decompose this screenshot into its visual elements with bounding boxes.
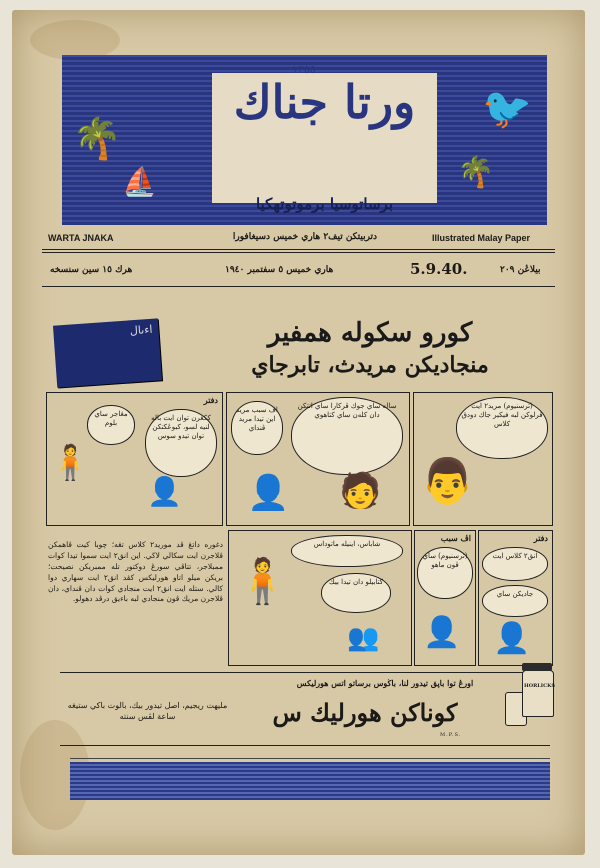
speech-bubble: اڤ سبب مريد اين تيدا مريد ڤنداي xyxy=(231,401,283,455)
divider xyxy=(60,672,550,673)
issue-number: بيلاڠن ٢٠٩ xyxy=(500,265,541,275)
panel-caption: دفتر xyxy=(203,395,218,405)
teacher-figure-icon: 🧍 xyxy=(235,556,290,607)
ad-brand: كوناكن هورليك س xyxy=(272,698,458,727)
speech-bubble: مڠاجر ساي بلوم xyxy=(87,405,135,445)
teacher-figure-icon: 🧑 xyxy=(339,471,382,511)
comic-panel-4 xyxy=(228,530,412,666)
issue-date-numeric: 5.9.40. xyxy=(410,260,468,278)
masthead-banner xyxy=(62,55,547,225)
speech-bubble: جاديكن ساي xyxy=(482,585,548,617)
doctor-figure-icon: 👨 xyxy=(420,456,475,507)
comic-panel-5 xyxy=(414,530,476,666)
comic-panel-2 xyxy=(226,392,410,526)
horlicks-jar-icon xyxy=(522,670,554,717)
divider xyxy=(42,286,555,287)
student-figure-icon: 👥 xyxy=(347,623,380,653)
article-body: دغوره داتڠ ڤد موريد٢ كلاس تڠه؛ چوبا كيت ڤاهمكن ڤلاجرن ايت سكالي لاڬي. اين انق٢ ايت سموا تيدا كوات ممبلاجر، تتاڤي سورڠ دوكتور تله ممبريكن نصيحت؛ بريكن ميلو اتاو هورليكس كڤد انق٢ ايت سهاري دوا كالي. ستله ايت انق٢ ايت منجادي كوات دان ڤنداي، دان ڤلاجرن مريك ڤون منجادي لبه باءيق درڤد دهولو. xyxy=(48,540,224,604)
headline-line-1: كورو سكوله همفير xyxy=(267,318,473,348)
issue-price: هرك ١٥ سين سنسخه xyxy=(50,265,133,275)
headline-line-2: منجاديكن مريدث، تابرجاي xyxy=(251,352,489,378)
decorative-band xyxy=(70,762,550,800)
heron-icon: 🐦 xyxy=(482,86,532,132)
ad-copy: مليهت ريجيم، اصل تيدور بيك، بالوت باكي ستيڠه ساعة لڤس سنته xyxy=(67,701,228,722)
comic-panel-6 xyxy=(478,530,553,666)
paper-name-latin: WARTA JNAKA xyxy=(48,233,114,243)
ad-tagline: اورڠ توا باڽق تيدور لنا، باڬوس برساتو اتس هورليكس xyxy=(296,678,474,688)
masthead-year: ١٣٥٥ xyxy=(292,63,316,76)
teacher-figure-icon: 🧍 xyxy=(49,443,92,483)
printer-mark: M.P.S. xyxy=(440,732,462,738)
paper-tagline: Illustrated Malay Paper xyxy=(432,233,531,243)
speech-bubble: ككڠرن توان ايت بالە لنيه لسو، كبوڠكتكن توان تيدو سوس xyxy=(145,409,217,477)
masthead-title: ورتا جناك xyxy=(233,75,416,129)
palm-tree-icon: 🌴 xyxy=(72,116,122,162)
boat-icon: ⛵ xyxy=(122,165,157,198)
student-figure-icon: 👤 xyxy=(423,615,461,650)
issue-date-text: هاري خميس ٥ سفتمبر ١٩٤٠ xyxy=(225,265,334,275)
divider xyxy=(42,249,555,250)
panel-caption: دفتر xyxy=(533,533,548,543)
student-figure-icon: 👤 xyxy=(247,473,290,513)
student-figure-icon: 👤 xyxy=(493,621,531,656)
divider xyxy=(60,745,550,746)
comic-panel-1 xyxy=(46,392,223,526)
comic-panel-3 xyxy=(413,392,553,526)
speech-bubble: كتابيلو دان تيدا بيك xyxy=(321,573,391,613)
palm-tree-icon: 🌴 xyxy=(457,155,495,190)
divider xyxy=(70,758,550,759)
student-figure-icon: 👤 xyxy=(147,475,182,508)
panel-caption: اڤ سبب xyxy=(440,533,471,543)
blackboard-text: اءىال xyxy=(129,322,153,338)
speech-bubble: (ترسنيوم) مريد٢ ايت ڤرلوكن لبه فيكير جاك دودق كلاس xyxy=(456,397,548,459)
paper-stain xyxy=(30,20,120,60)
speech-bubble: سالە ساي جوك ڤركارا ساي اتتكن دان كلەن ساي كتاهوي xyxy=(291,397,403,475)
masthead-subtitle: برساتوسيا برموتوتهكيا xyxy=(255,195,394,213)
blackboard-illustration xyxy=(53,318,162,387)
speech-bubble: (ترسنيوم) ساي ڤون ماهو xyxy=(417,547,473,599)
speech-bubble: انق٢ كلاس ايت xyxy=(482,547,548,581)
publication-schedule: دتربيتكن تيف٢ هاري خميس دسيغافورا xyxy=(232,232,378,242)
speech-bubble: شاباس، اينيلە ماتوداس xyxy=(291,535,403,567)
divider xyxy=(42,252,555,253)
jar-label: HORLICKS xyxy=(524,683,556,689)
